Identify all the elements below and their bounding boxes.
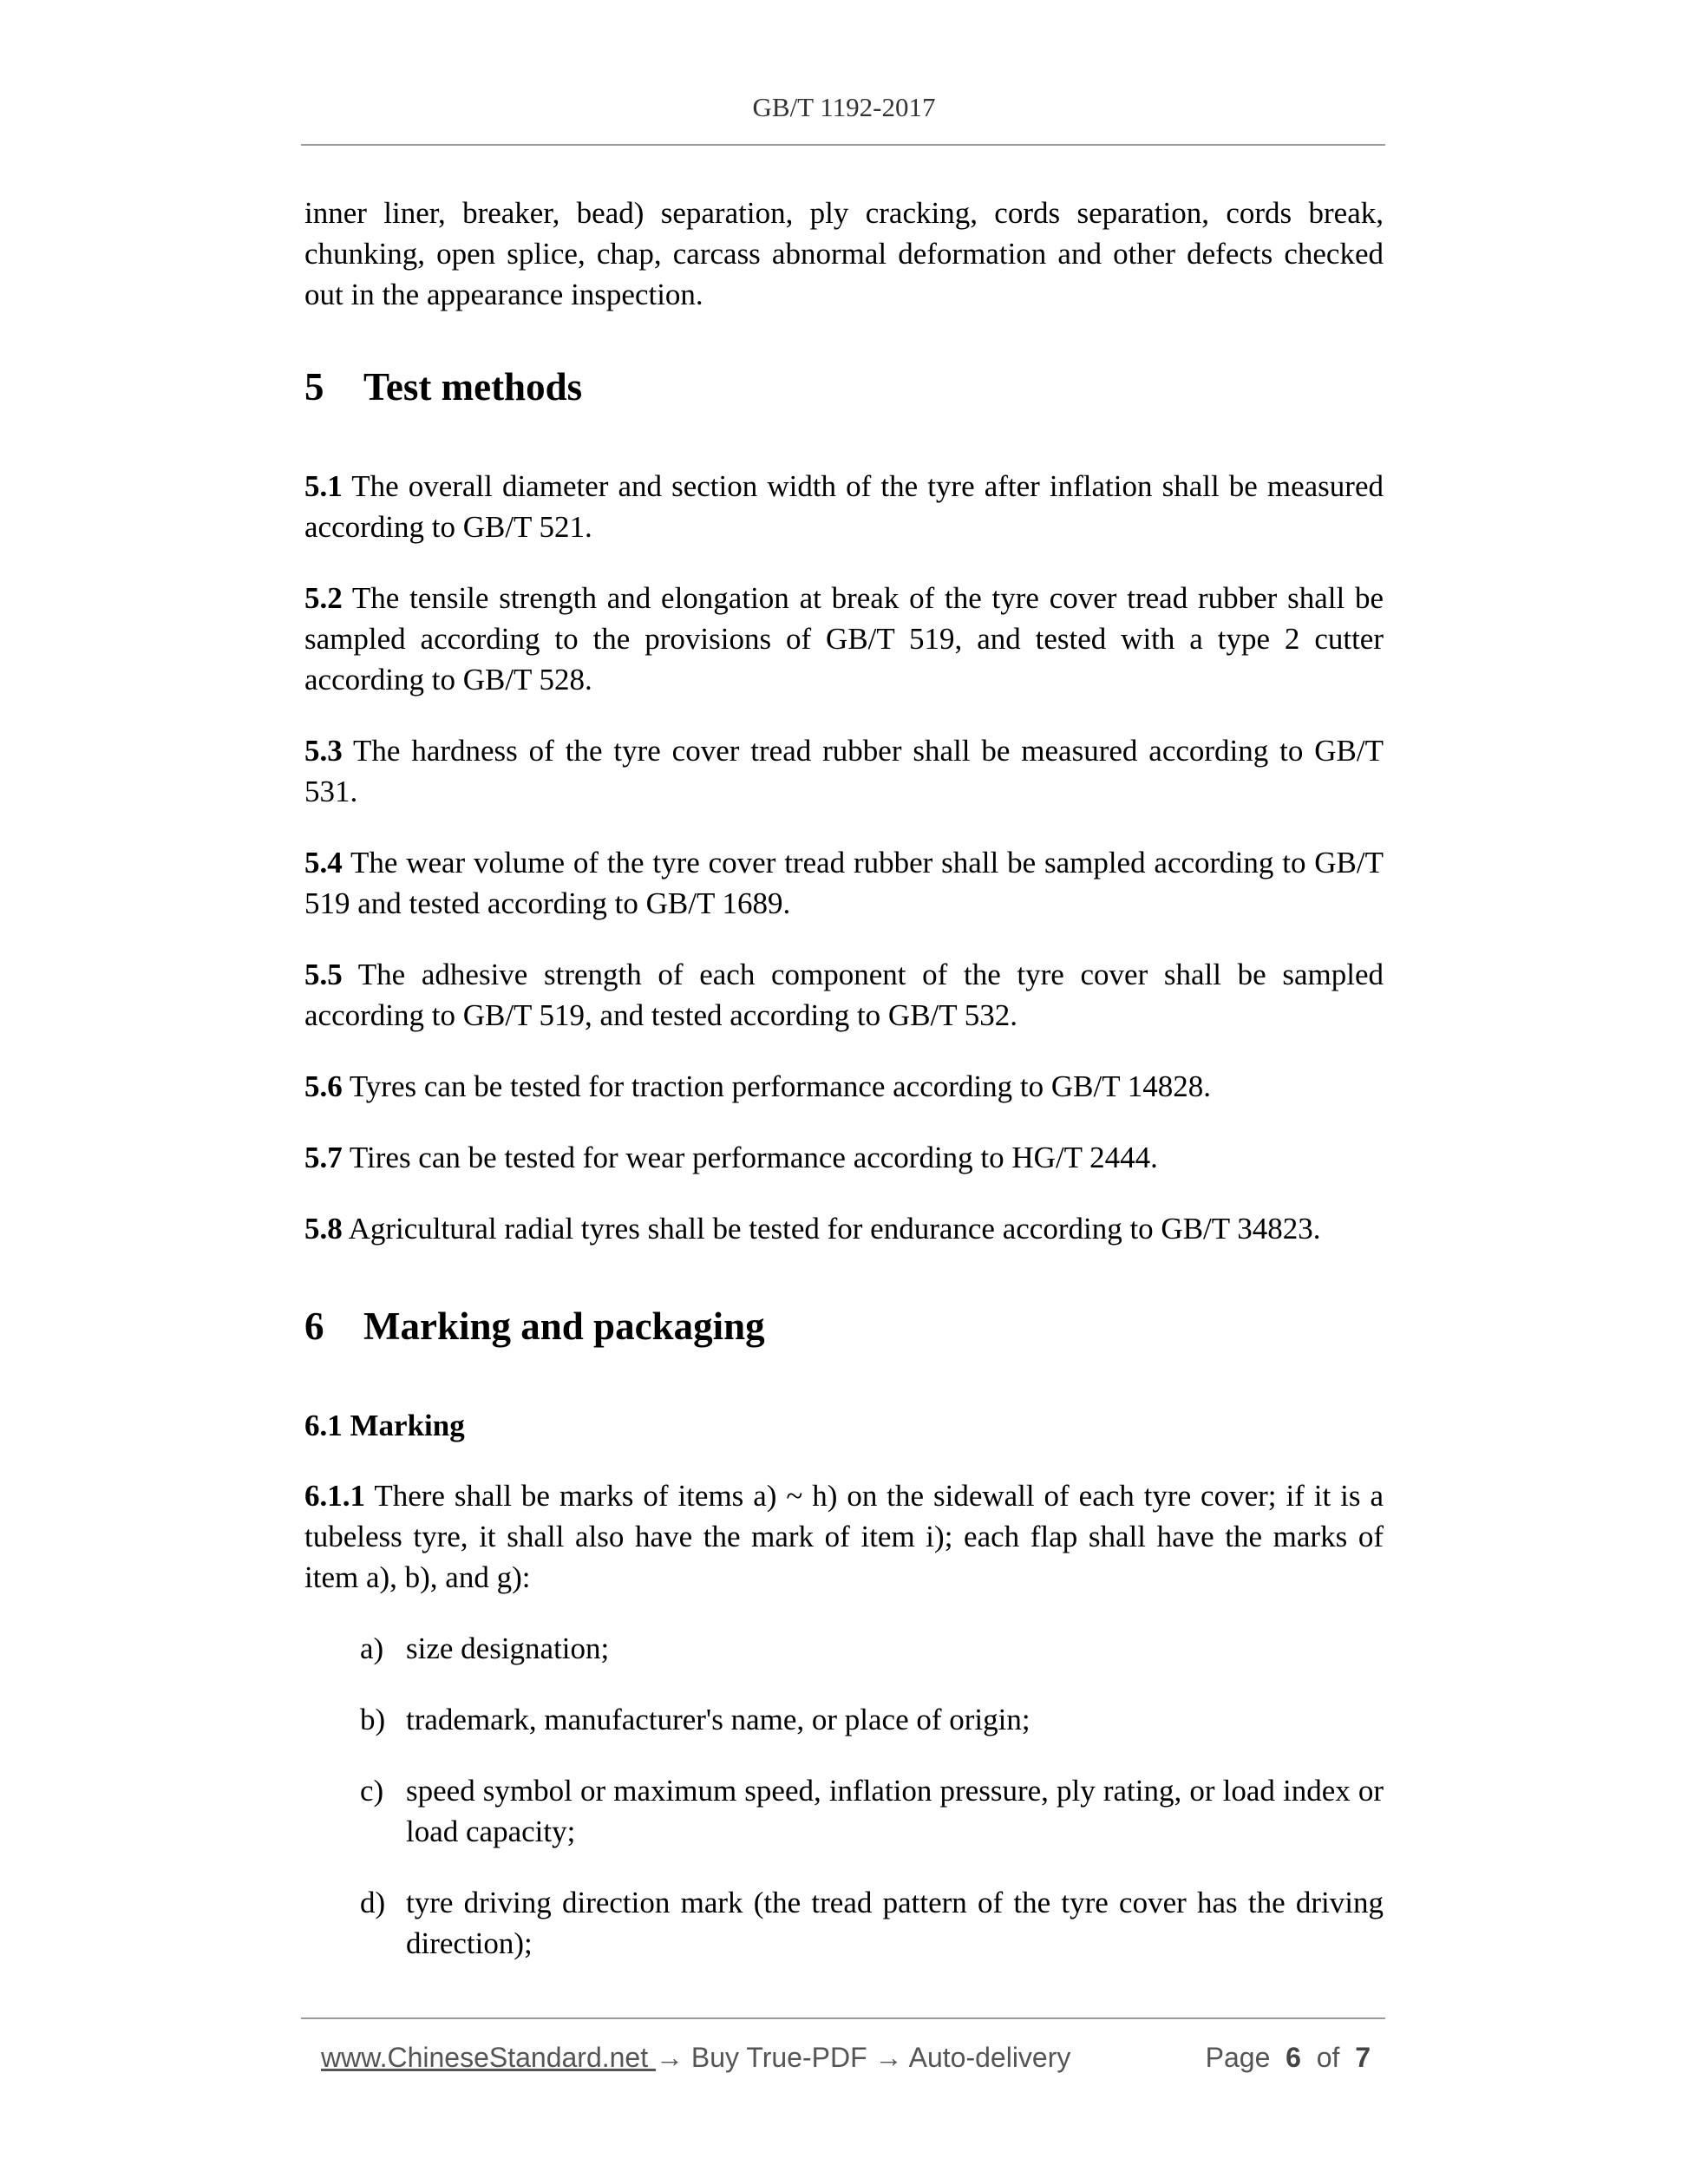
- footer-divider: [301, 2017, 1385, 2019]
- header-divider: [301, 144, 1385, 146]
- clause-6-1-1: [304, 1475, 1384, 1598]
- clause-5-5: [304, 954, 1384, 1036]
- list-item-text: size designation;: [406, 1631, 610, 1665]
- clause-text: The wear volume of the tyre cover tread rubber shall be sampled according to GB/T 519 and tested according to GB/T 1689.: [304, 846, 1384, 920]
- page-number: 6: [1286, 2042, 1301, 2073]
- list-item-text: tyre driving direction mark (the tread pattern of the tyre cover has the driving direction);: [406, 1886, 1384, 1960]
- list-item-label: d): [360, 1886, 386, 1919]
- delivery-text: Auto-delivery: [902, 2042, 1071, 2073]
- list-item: [360, 1770, 1384, 1852]
- list-item-label: a): [360, 1631, 384, 1665]
- website-link[interactable]: www.ChineseStandard.net: [321, 2042, 656, 2073]
- clause-text: Tires can be tested for wear performance according to HG/T 2444.: [349, 1141, 1158, 1174]
- section-5-heading: [304, 365, 1384, 409]
- list-item-label: c): [360, 1774, 384, 1808]
- clause-number: 5.7: [304, 1141, 343, 1174]
- section-6-number: 6: [304, 1305, 324, 1348]
- list-item-text: trademark, manufacturer's name, or place of origin;: [406, 1703, 1030, 1736]
- arrow-icon: →: [656, 2042, 684, 2073]
- clause-number: 5.1: [304, 469, 343, 503]
- clause-number: 6.1.1: [304, 1479, 365, 1513]
- list-item: [360, 1699, 1384, 1740]
- clause-5-4: [304, 842, 1384, 924]
- clause-number: 5.3: [304, 734, 343, 768]
- clause-5-2: [304, 578, 1384, 700]
- clause-5-3: [304, 730, 1384, 812]
- clause-number: 5.8: [304, 1212, 343, 1246]
- intro-paragraph: inner liner, breaker, bead) separation, ply cracking, cords separation, cords break, chunking, open splice, chap, carcass abnormal deformation and other defects checked out in the appearance inspection.: [304, 196, 1384, 311]
- subsection-6-1-heading: 6.1 Marking: [304, 1409, 465, 1442]
- clause-text: The adhesive strength of each component of the tyre cover shall be sampled according to GB/T 519, and tested according to GB/T 532.: [304, 958, 1384, 1032]
- clause-text: The tensile strength and elongation at break of the tyre cover tread rubber shall be sampled according to the provisions of GB/T 519, and tested with a type 2 cutter according to GB/T 528.: [304, 581, 1384, 696]
- page-footer: [321, 2042, 1379, 2074]
- clause-text: There shall be marks of items a) ~ h) on the sidewall of each tyre cover; if it is a tubeless tyre, it shall also have the mark of item i); each flap shall have the marks of item a), b), and g):: [304, 1479, 1384, 1594]
- section-5-title: Test methods: [363, 365, 583, 409]
- clause-number: 5.2: [304, 581, 343, 615]
- page-indicator: [1206, 2042, 1371, 2074]
- clause-text: Tyres can be tested for traction performance according to GB/T 14828.: [349, 1069, 1211, 1103]
- page-content: [304, 193, 1384, 1994]
- clause-text: Agricultural radial tyres shall be tested for endurance according to GB/T 34823.: [348, 1212, 1321, 1246]
- clause-5-7: [304, 1137, 1384, 1178]
- clause-number: 5.6: [304, 1069, 343, 1103]
- clause-number: 5.5: [304, 958, 343, 991]
- section-5-number: 5: [304, 365, 324, 409]
- arrow-icon: →: [874, 2042, 903, 2073]
- document-header: GB/T 1192-2017: [752, 92, 936, 122]
- clause-text: The overall diameter and section width of the tyre after inflation shall be measured according to GB/T 521.: [304, 469, 1384, 544]
- buy-text: Buy True-PDF: [684, 2042, 875, 2073]
- clause-5-6: [304, 1066, 1384, 1107]
- list-item-label: b): [360, 1703, 386, 1736]
- list-item: [360, 1882, 1384, 1964]
- clause-number: 5.4: [304, 846, 343, 879]
- section-6-title: Marking and packaging: [363, 1305, 765, 1348]
- list-item: [360, 1628, 1384, 1669]
- clause-5-8: [304, 1208, 1384, 1249]
- page-word: Page: [1205, 2042, 1271, 2073]
- list-item-text: speed symbol or maximum speed, inflation pressure, ply rating, or load index or load capacity;: [406, 1774, 1384, 1848]
- clause-5-1: [304, 466, 1384, 547]
- page-total: 7: [1355, 2042, 1371, 2073]
- section-6-heading: [304, 1305, 1384, 1348]
- of-word: of: [1316, 2042, 1340, 2073]
- clause-text: The hardness of the tyre cover tread rubber shall be measured according to GB/T 531.: [304, 734, 1384, 808]
